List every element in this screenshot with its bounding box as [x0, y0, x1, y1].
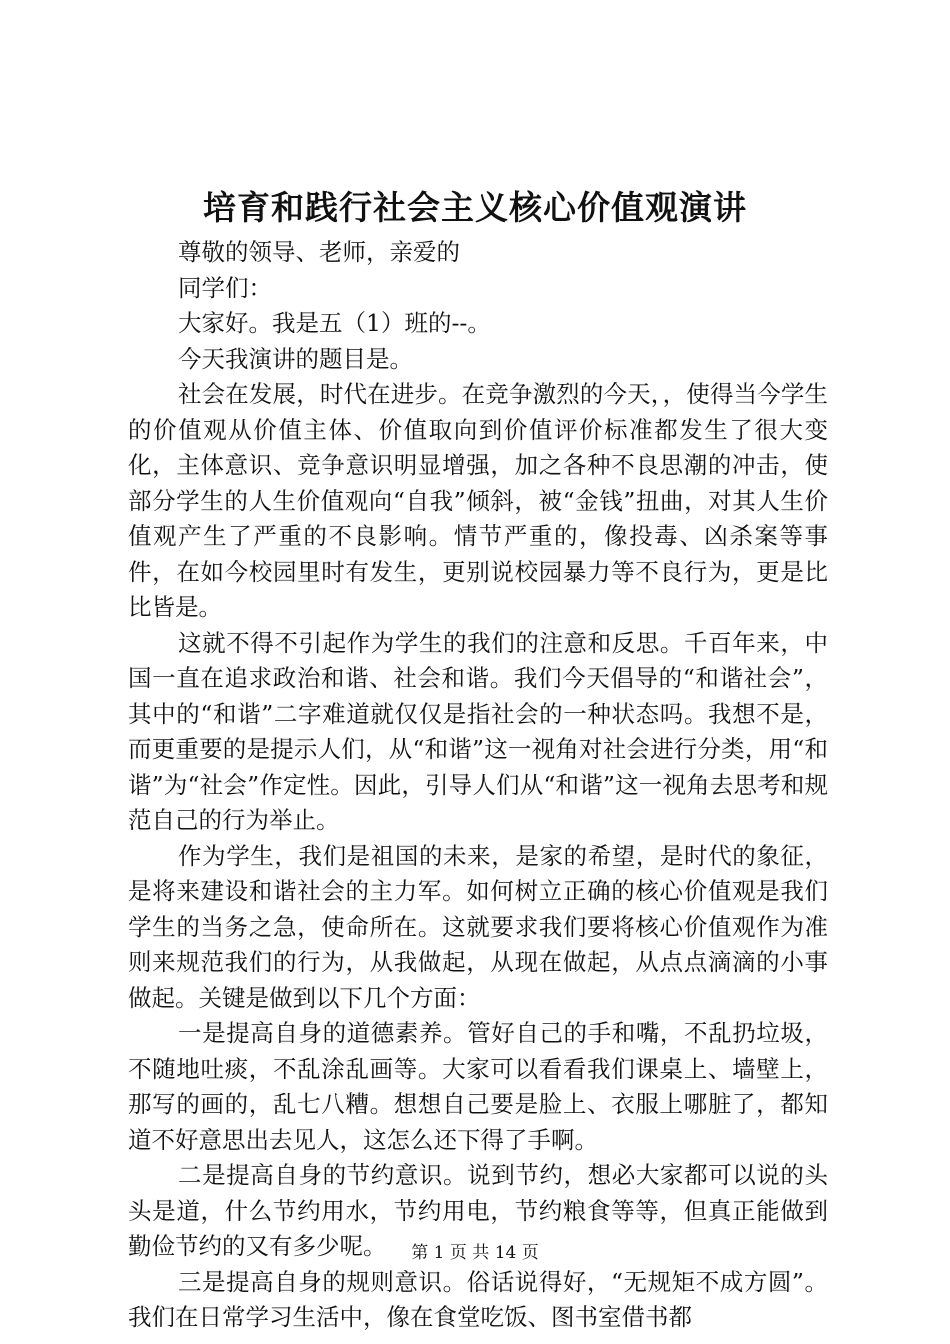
paragraph-greeting: 大家好。我是五（1）班的--。 [178, 309, 491, 337]
paragraph-students: 作为学生，我们是祖国的未来，是家的希望，是时代的象征，是将来建设和谐社会的主力军。如何树立正确的核心价值观是我们学生的当务之急，使命所在。这就要求我们要将核心价值观作为准则来规范我们的行为，从我做起，从现在做起，从点点滴滴的小事做起。关键是做到以下几个方面： [128, 841, 828, 1012]
paragraph-point-one: 一是提高自身的道德素养。管好自己的手和嘴，不乱扔垃圾，不随地吐痰，不乱涂乱画等。大家可以看看我们课桌上、墙壁上，那写的画的，乱七八糟。想想自己要是脸上、衣服上哪脏了，都知道不好意思出去见人，这怎么还下得了手啊。 [128, 1019, 828, 1154]
paragraph-topic: 今天我演讲的题目是。 [178, 344, 413, 373]
paragraph-salutation: 尊敬的领导、老师，亲爱的 [178, 238, 460, 266]
paragraph-salutation-cont: 同学们： [178, 273, 272, 302]
page-footer: 第 1 页 共 14 页 [411, 1243, 539, 1263]
paragraph-point-two: 二是提高自身的节约意识。说到节约，想必大家都可以说的头头是道，什么节约用水，节约用电，节约粮食等等，但真正能做到勤俭节约的又有多少呢。 [128, 1161, 828, 1260]
document-body [128, 235, 828, 1336]
document-title: 培育和践行社会主义核心价值观演讲 [203, 188, 747, 227]
paragraph-society: 社会在发展，时代在进步。在竞争激烈的今天，，使得当今学生的价值观从价值主体、价值取向到价值评价标准都发生了很大变化，主体意识、竞争意识明显增强，加之各种不良思潮的冲击，使部分学生的人生价值观向“自我”倾斜，被“金钱”扭曲，对其人生价值观产生了严重的不良影响。情节严重的，像投毒、凶杀案等事件，在如今校园里时有发生，更别说校园暴力等不良行为，更是比比皆是。 [128, 380, 828, 621]
paragraph-harmony: 这就不得不引起作为学生的我们的注意和反思。千百年来，中国一直在追求政治和谐、社会和谐。我们今天倡导的“和谐社会”，其中的“和谐”二字难道就仅仅是指社会的一种状态吗。我想不是，而更重要的是提示人们，从“和谐”这一视角对社会进行分类，用“和谐”为“社会”作定性。因此，引导人们从“和谐”这一视角去思考和规范自己的行为举止。 [128, 628, 828, 834]
paragraph-point-three: 三是提高自身的规则意识。俗话说得好，“无规矩不成方圆”。我们在日常学习生活中，像在食堂吃饭、图书室借书都 [128, 1267, 828, 1331]
